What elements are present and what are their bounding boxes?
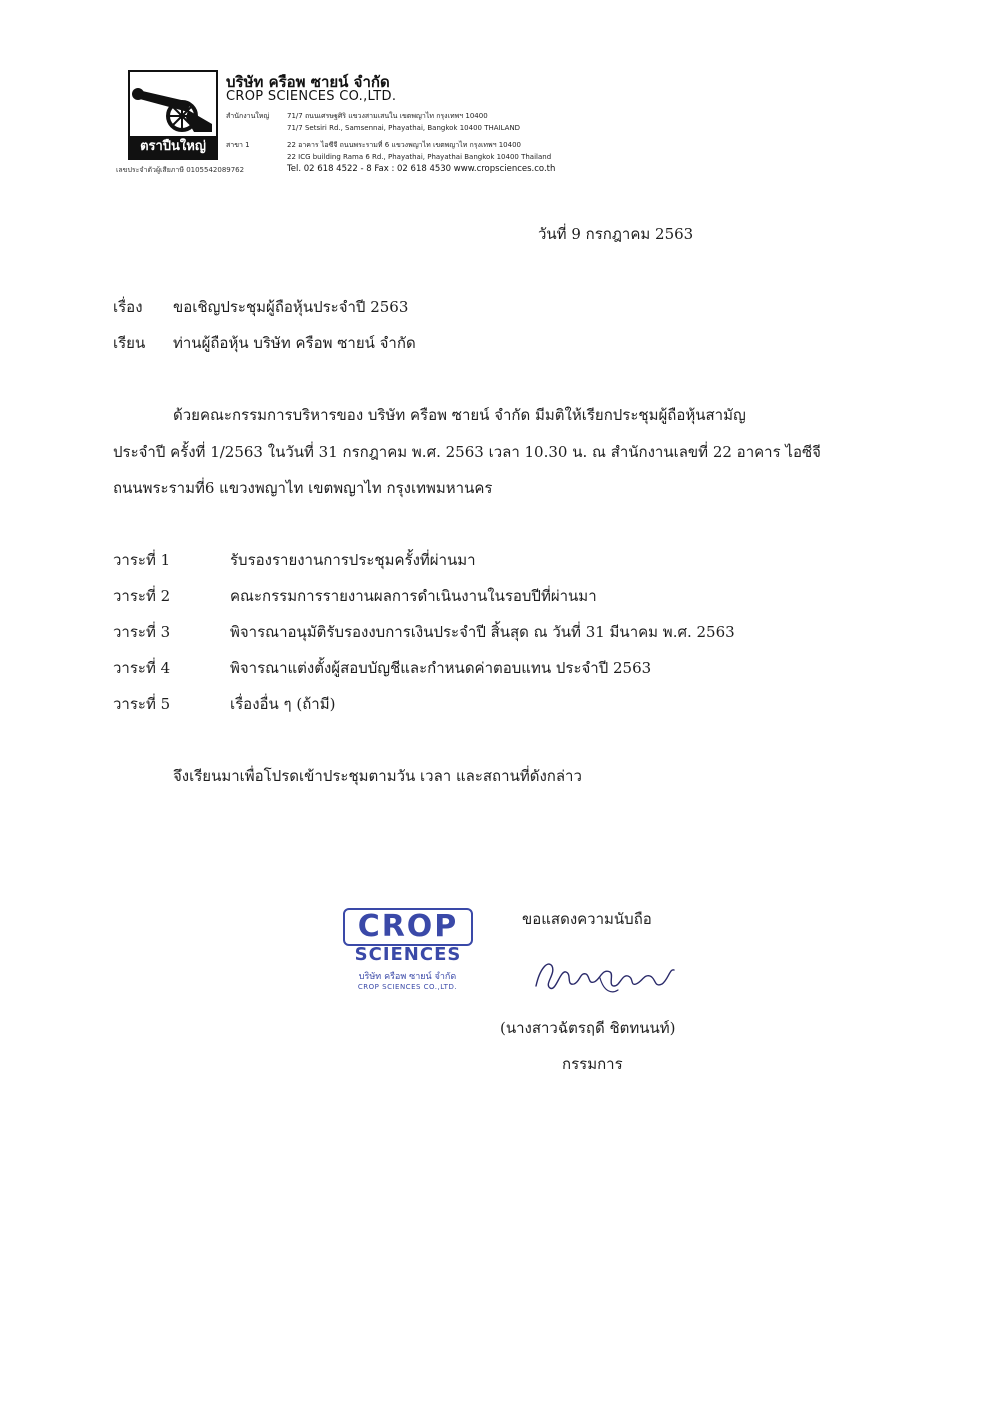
stamp-line-3: บริษัท ครือพ ซายน์ จำกัด <box>358 972 457 982</box>
signatory-name: (นางสาวฉัตรฤดี ชิตทนนท์) <box>500 1019 676 1037</box>
closing-sentence: จึงเรียนมาเพื่อโปรดเข้าประชุมตามวัน เวลา และสถานที่ดังกล่าว <box>173 767 582 785</box>
company-logo <box>128 70 218 160</box>
agenda-item-label: วาระที่ 2 <box>113 587 171 605</box>
company-name-en: CROP SCIENCES CO.,LTD. <box>226 89 397 104</box>
head-office-address-en: 71/7 Setsiri Rd., Samsennai, Phayathai, Bangkok 10400 THAILAND <box>287 124 521 132</box>
regards-text: ขอแสดงความนับถือ <box>522 910 652 928</box>
agenda-item-label: วาระที่ 3 <box>113 623 171 641</box>
stamp-line-2: SCIENCES <box>354 944 462 965</box>
body-paragraph-line-2: ประจำปี ครั้งที่ 1/2563 ในวันที่ 31 กรกฎาคม พ.ศ. 2563 เวลา 10.30 น. ณ สำนักงานเลขที่ 22 อาคาร ไอซีจี <box>113 443 821 461</box>
handwritten-signature <box>530 948 680 998</box>
cannon-icon <box>130 72 216 136</box>
body-paragraph-line-1: ด้วยคณะกรรมการบริหารของ บริษัท ครือพ ซายน์ จำกัด มีมติให้เรียกประชุมผู้ถือหุ้นสามัญ <box>173 406 746 424</box>
tax-id: เลขประจำตัวผู้เสียภาษี 0105542089762 <box>116 166 245 174</box>
head-office-label: สำนักงานใหญ่ <box>226 112 270 120</box>
company-name-th: บริษัท ครือพ ซายน์ จำกัด <box>226 73 390 91</box>
agenda-item-text: รับรองรายงานการประชุมครั้งที่ผ่านมา <box>230 551 476 569</box>
signatory-position: กรรมการ <box>562 1055 623 1073</box>
agenda-item-text: เรื่องอื่น ๆ (ถ้ามี) <box>230 695 336 713</box>
body-paragraph-line-3: ถนนพระรามที่6 แขวงพญาไท เขตพญาไท กรุงเทพมหานคร <box>113 479 493 497</box>
logo-caption: ตราปืนใหญ่ <box>130 136 216 158</box>
branch-label: สาขา 1 <box>226 141 250 149</box>
agenda-item-text: คณะกรรมการรายงานผลการดำเนินงานในรอบปีที่ผ่านมา <box>230 587 597 605</box>
agenda-item-text: พิจารณาอนุมัติรับรองงบการเงินประจำปี สิ้นสุด ณ วันที่ 31 มีนาคม พ.ศ. 2563 <box>230 623 735 641</box>
contact-info: Tel. 02 618 4522 - 8 Fax : 02 618 4530 www.cropsciences.co.th <box>287 164 556 174</box>
letter-date: วันที่ 9 กรกฎาคม 2563 <box>538 225 694 243</box>
agenda-item-label: วาระที่ 4 <box>113 659 171 677</box>
company-stamp <box>335 903 485 998</box>
stamp-line-1: CROP <box>343 908 473 946</box>
agenda-item-label: วาระที่ 1 <box>113 551 171 569</box>
agenda-item-label: วาระที่ 5 <box>113 695 171 713</box>
recipient-label: เรียน <box>113 334 146 352</box>
subject-label: เรื่อง <box>113 298 143 316</box>
agenda-item-text: พิจารณาแต่งตั้งผู้สอบบัญชีและกำหนดค่าตอบแทน ประจำปี 2563 <box>230 659 652 677</box>
branch-address-th: 22 อาคาร ไอซีจี ถนนพระรามที่ 6 แขวงพญาไท เขตพญาไท กรุงเทพฯ 10400 <box>287 141 522 149</box>
stamp-line-4: CROP SCIENCES CO.,LTD. <box>357 983 458 991</box>
recipient-text: ท่านผู้ถือหุ้น บริษัท ครือพ ซายน์ จำกัด <box>173 334 416 352</box>
subject-text: ขอเชิญประชุมผู้ถือหุ้นประจำปี 2563 <box>173 298 409 316</box>
head-office-address-th: 71/7 ถนนเศรษฐศิริ แขวงสามเสนใน เขตพญาไท กรุงเทพฯ 10400 <box>287 112 488 120</box>
branch-address-en: 22 ICG building Rama 6 Rd., Phayathai, Phayathai Bangkok 10400 Thailand <box>287 153 552 161</box>
